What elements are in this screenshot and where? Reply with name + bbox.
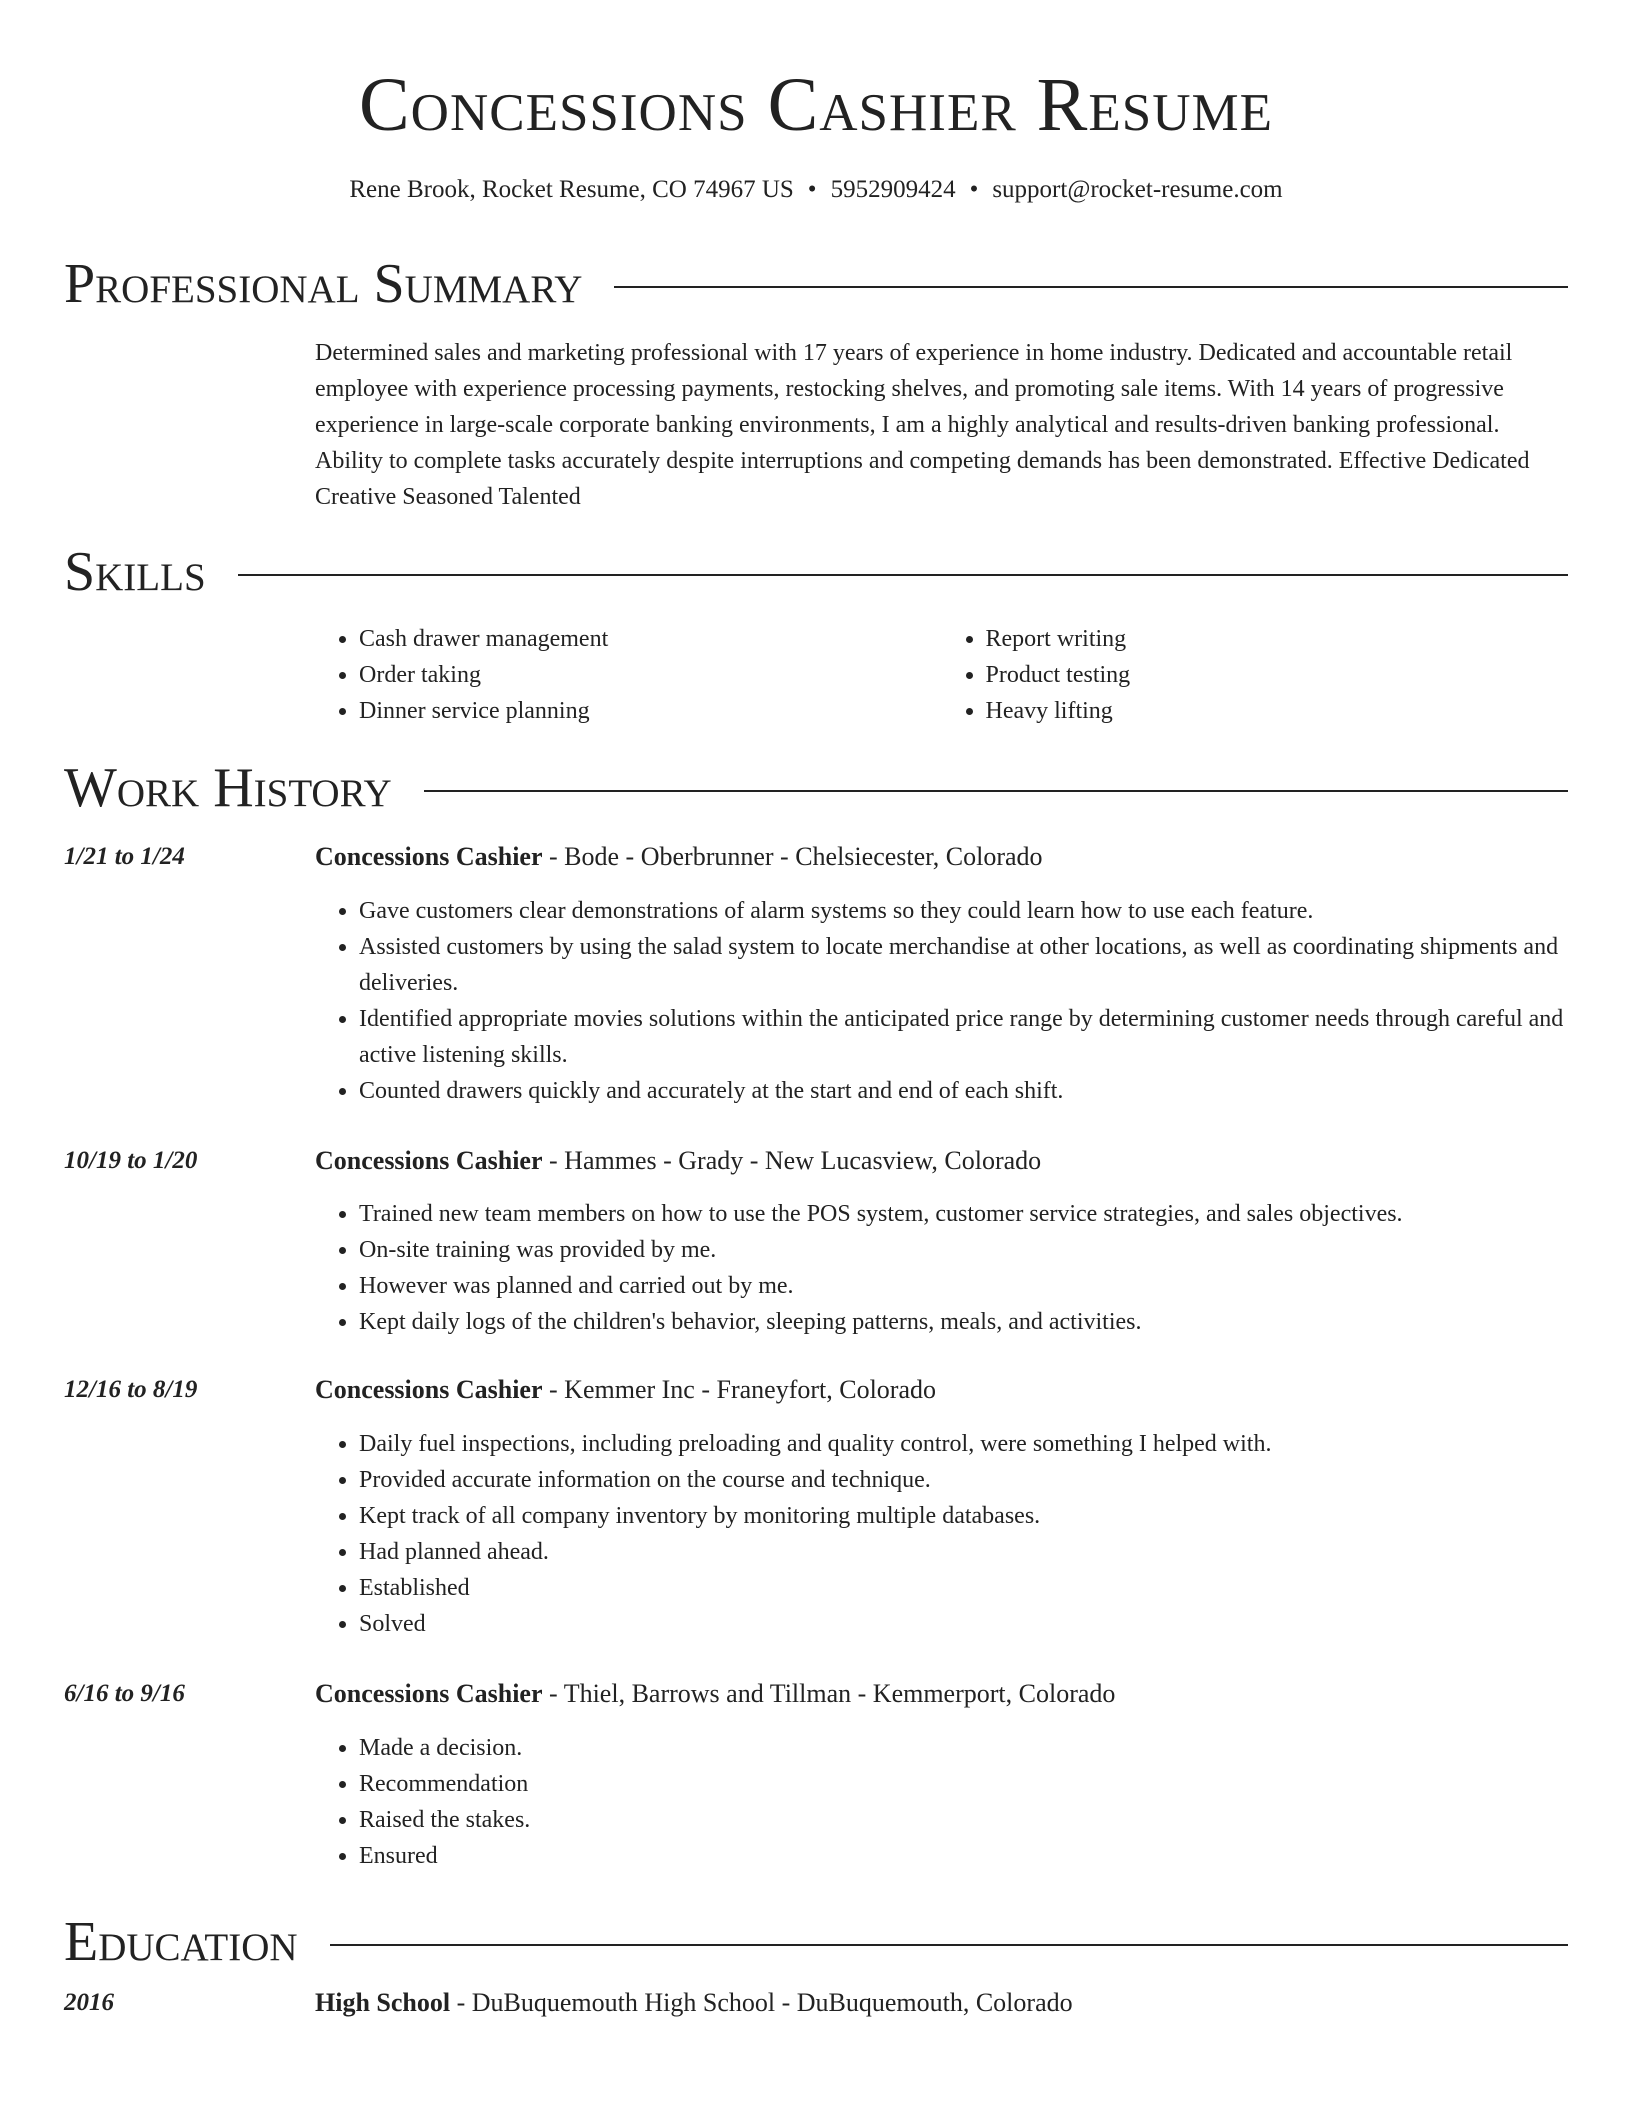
skills-list [315,621,1568,729]
job-bullets [315,1196,1568,1340]
job-title: Concessions Cashier [315,1679,543,1708]
summary-text: Determined sales and marketing professional with 17 years of experience in home industry. Dedicated and accountable retail employee with experience processing payments, restocking shelves, and promoting sale items. With 14 years of progressive experience in large-scale corporate banking environments, I am a highly analytical and results-driven banking professional. Ability to complete tasks accurately despite interruptions and competing demands has been demonstrated. Effective Dedicated Creative Seasoned Talented [315,340,1530,510]
section-divider [238,574,1568,576]
skill-item: • Order taking [359,657,942,693]
summary-section-header [64,252,1568,316]
job-bullets [315,893,1568,1109]
contact-address: Rene Brook, Rocket Resume, CO 74967 US [349,176,794,203]
job-title: Concessions Cashier [315,1146,543,1175]
skill-item: • Product testing [986,657,1569,693]
skill-item: • Dinner service planning [359,693,942,729]
skills-section-header [64,540,1568,604]
job-bullets [315,1730,1568,1874]
skill-item: • Heavy lifting [986,693,1569,729]
job-details: - Bode - Oberbrunner - Chelsiecester, Colorado [542,842,1043,871]
job-title: Concessions Cashier [315,842,543,871]
contact-separator: • [807,176,817,203]
job-heading [315,1372,1568,1408]
job-bullet: • Gave customers clear demonstrations of alarm systems so they could learn how to use each feature. [359,893,1568,929]
contact-separator: • [969,176,979,203]
job-dates: 6/16 to 9/16 [64,1680,185,1707]
job-bullet: • Assisted customers by using the salad system to locate merchandise at other locations, as well as coordinating shipments and deliveries. [359,929,1568,1001]
job-bullet: • Had planned ahead. [359,1534,1568,1570]
job-bullet: • Made a decision. [359,1730,1568,1766]
job-heading [315,1676,1568,1712]
job-bullet: • Established [359,1570,1568,1606]
job-details: - Hammes - Grady - New Lucasview, Colorado [542,1146,1042,1175]
job-bullet: • Identified appropriate movies solutions within the anticipated price range by determining customer needs through careful and active listening skills. [359,1001,1568,1073]
education-year: 2016 [64,1989,114,2016]
job-bullet: • Kept track of all company inventory by monitoring multiple databases. [359,1498,1568,1534]
job-bullet: • Ensured [359,1838,1568,1874]
education-section-header [64,1910,1568,1974]
job-bullet: • Counted drawers quickly and accurately at the start and end of each shift. [359,1073,1568,1109]
job-bullet: • Solved [359,1606,1568,1642]
job-heading [315,1143,1568,1179]
education-heading-line [315,1985,1568,2021]
job-bullet: • Kept daily logs of the children's behavior, sleeping patterns, meals, and activities. [359,1304,1568,1340]
education-heading: Education [64,1911,298,1973]
job-details: - Thiel, Barrows and Tillman - Kemmerport, Colorado [542,1679,1116,1708]
job-bullet: • Provided accurate information on the course and technique. [359,1462,1568,1498]
contact-email: support@rocket-resume.com [992,176,1283,203]
job-dates: 12/16 to 8/19 [64,1376,198,1403]
section-divider [424,790,1568,792]
job-title: Concessions Cashier [315,1375,543,1404]
skills-heading: Skills [64,541,206,603]
section-divider [614,286,1568,288]
summary-heading: Professional Summary [64,253,583,315]
job-bullet: • Raised the stakes. [359,1802,1568,1838]
skill-item: • Report writing [986,621,1569,657]
education-degree: High School [315,1988,451,2017]
section-divider [330,1944,1568,1946]
job-bullet: • On-site training was provided by me. [359,1232,1568,1268]
work-heading: Work History [64,757,392,819]
job-dates: 1/21 to 1/24 [64,843,185,870]
skill-item: • Cash drawer management [359,621,942,657]
work-section-header [64,756,1568,820]
job-bullets [315,1426,1568,1642]
skills-column-left [315,621,942,729]
job-dates: 10/19 to 1/20 [64,1147,198,1174]
job-bullet: • However was planned and carried out by me. [359,1268,1568,1304]
job-bullet: • Recommendation [359,1766,1568,1802]
skills-column-right [942,621,1569,729]
contact-line [0,172,1632,208]
job-bullet: • Daily fuel inspections, including preloading and quality control, were something I helped with. [359,1426,1568,1462]
education-details: - DuBuquemouth High School - DuBuquemouth, Colorado [450,1988,1073,2017]
page-title: Concessions Cashier Resume [358,63,1273,147]
job-bullet: • Trained new team members on how to use the POS system, customer service strategies, and sales objectives. [359,1196,1568,1232]
contact-phone: 5952909424 [830,176,956,203]
job-heading [315,839,1568,875]
job-details: - Kemmer Inc - Franeyfort, Colorado [542,1375,936,1404]
